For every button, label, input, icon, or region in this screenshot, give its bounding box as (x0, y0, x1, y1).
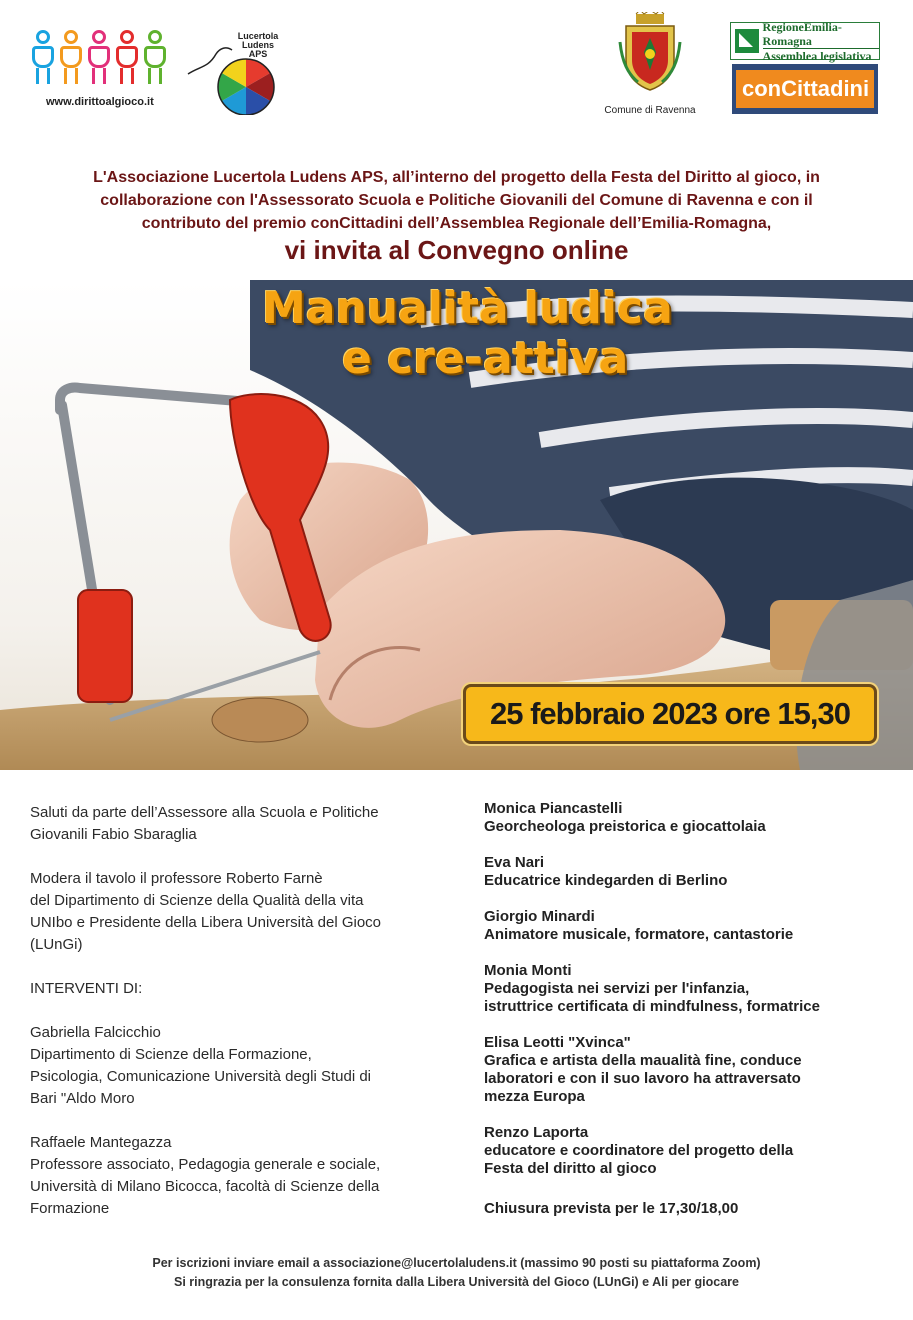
invite-heading: vi invita al Convegno online (284, 235, 629, 265)
interventions-heading: INTERVENTI DI: (30, 980, 143, 997)
speaker-mantegazza: Raffaele Mantegazza Professore associato, Pedagogia generale e sociale, Università di Milano Bicocca, facoltà di Scienze della Formazione (30, 1134, 381, 1217)
regione-line2: Assemblea legislativa (762, 48, 872, 63)
program-left-column (30, 802, 450, 1242)
speaker-falcicchio: Gabriella Falcicchio Dipartimento di Scienze della Formazione, Psicologia, Comunicazione Università degli Studi di Bari "Aldo Moro (30, 1024, 372, 1107)
speaker-role: istruttrice certificata di mindfulness, formatrice (484, 998, 820, 1015)
speaker-name: Monia Monti (484, 962, 572, 979)
regione-flag-icon (735, 29, 759, 53)
speaker-nari (484, 854, 894, 890)
concittadini-logo (732, 64, 878, 114)
event-title (262, 284, 782, 384)
lucertola-name: Lucertola Ludens APS (237, 31, 279, 59)
acknowledgements: Si ringrazia per la consulenza fornita dalla Libera Università del Gioco (LUnGi) e Ali per giocare (174, 1275, 739, 1289)
speaker-monti (484, 962, 894, 1016)
speaker-leotti (484, 1034, 894, 1106)
moderator-paragraph: Modera il tavolo il professore Roberto Farnè del Dipartimento di Scienze della Qualità della vita UNIbo e Presidente della Libera Università del Gioco (LUnGi) (30, 870, 382, 953)
diritto-url: www.dirittoalgioco.it (46, 96, 154, 108)
speaker-role: Animatore musicale, formatore, cantastorie (484, 926, 794, 943)
speaker-role: laboratori e con il suo lavoro ha attraversato (484, 1070, 801, 1087)
children-figures-icon (30, 30, 180, 86)
diritto-al-gioco-logo (30, 30, 180, 115)
regione-emilia-romagna-logo (730, 19, 880, 63)
program-right-column (484, 800, 894, 1218)
registration-info: Per iscrizioni inviare email a associazione@lucertolaludens.it (massimo 90 posti su piattaforma Zoom) (152, 1256, 761, 1270)
speaker-name: Giorgio Minardi (484, 908, 595, 925)
speaker-role: Pedagogista nei servizi per l'infanzia, (484, 980, 750, 997)
event-title-line-1: Manualità ludica (262, 283, 673, 334)
speaker-role: Festa del diritto al gioco (484, 1160, 657, 1177)
ravenna-crest-icon (618, 12, 682, 92)
intro-line-2: collaborazione con l'Assessorato Scuola e Politiche Giovanili del Comune di Ravenna e con il (100, 192, 813, 209)
closing-time: Chiusura prevista per le 17,30/18,00 (484, 1200, 739, 1217)
intro-line-1: L'Associazione Lucertola Ludens APS, all’interno del progetto della Festa del Diritto al gioco, in (93, 169, 820, 186)
speaker-piancastelli (484, 800, 894, 836)
lucertola-ludens-logo (186, 30, 286, 115)
regione-line1: RegioneEmilia-Romagna (763, 20, 879, 49)
comune-ravenna-logo (600, 12, 700, 117)
speaker-role: Georcheologa preistorica e giocattolaia (484, 818, 766, 835)
event-title-line-2: e cre-attiva (342, 333, 629, 384)
speaker-name: Renzo Laporta (484, 1124, 589, 1141)
speaker-name: Elisa Leotti "Xvinca" (484, 1034, 631, 1051)
speaker-name: Eva Nari (484, 854, 545, 871)
greetings-paragraph: Saluti da parte dell’Assessore alla Scuola e Politiche Giovanili Fabio Sbaraglia (30, 804, 379, 843)
event-date-badge: 25 febbraio 2023 ore 15,30 (463, 684, 877, 744)
speaker-role: Educatrice kindegarden di Berlino (484, 872, 728, 889)
concittadini-label: conCittadini (736, 70, 874, 108)
speaker-laporta (484, 1124, 894, 1178)
speaker-minardi (484, 908, 894, 944)
ravenna-name: Comune di Ravenna (604, 105, 696, 116)
intro-text (20, 166, 893, 235)
footer (20, 1254, 893, 1292)
speaker-role: Grafica e artista della maualità fine, conduce (484, 1052, 802, 1069)
speaker-role: educatore e coordinatore del progetto della (484, 1142, 794, 1159)
speaker-name: Monica Piancastelli (484, 800, 623, 817)
speaker-role: mezza Europa (484, 1088, 585, 1105)
intro-line-3: contributo del premio conCittadini dell’Assemblea Regionale dell’Emilia-Romagna, (141, 215, 772, 232)
